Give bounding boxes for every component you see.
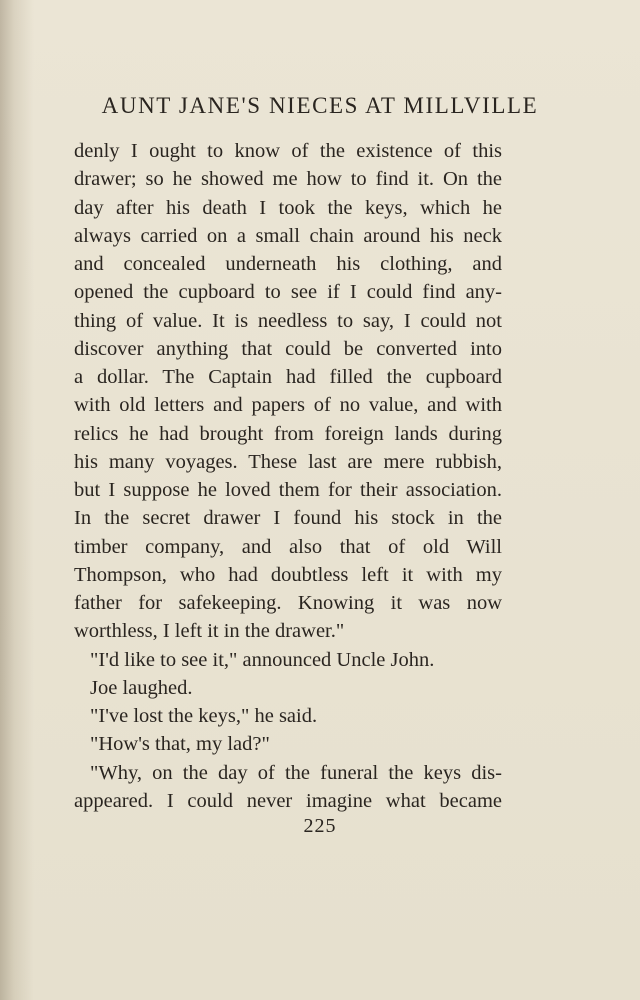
text-line: "Why, on the day of the funeral the keys dis-	[90, 761, 502, 784]
text-line: worthless, I left it in the drawer."	[74, 620, 345, 643]
text-line: thing of value. It is needless to say, I could not	[74, 309, 502, 332]
text-line: Joe laughed.	[90, 676, 193, 699]
text-line: relics he had brought from foreign lands during	[74, 422, 502, 445]
text-line: drawer; so he showed me how to find it. On the	[74, 168, 502, 191]
text-line: a dollar. The Captain had filled the cupboard	[74, 366, 502, 388]
text-line: with old letters and papers of no value, and with	[74, 394, 502, 417]
text-line: In the secret drawer I found his stock in the	[74, 507, 502, 530]
text-line: "How's that, my lad?"	[90, 733, 270, 756]
text-line: appeared. I could never imagine what became	[74, 789, 502, 812]
page-number: 225	[303, 815, 337, 837]
text-line: timber company, and also that of old Will	[74, 535, 502, 558]
text-line: "I'd like to see it," announced Uncle John.	[90, 648, 435, 671]
text-line: but I suppose he loved them for their association.	[74, 479, 502, 501]
text-line: always carried on a small chain around his neck	[74, 224, 502, 247]
running-head: AUNT JANE'S NIECES AT MILLVILLE	[101, 93, 539, 118]
text-line: and concealed underneath his clothing, and	[74, 253, 502, 275]
text-line: "I've lost the keys," he said.	[90, 705, 318, 727]
body-text	[74, 137, 502, 815]
text-line: his many voyages. These last are mere rubbish,	[74, 450, 502, 473]
text-line: father for safekeeping. Knowing it was now	[74, 592, 502, 614]
text-line: denly I ought to know of the existence of this	[74, 140, 502, 162]
text-line: day after his death I took the keys, which he	[74, 196, 502, 219]
text-line: discover anything that could be converted into	[74, 337, 502, 360]
text-line: Thompson, who had doubtless left it with my	[74, 563, 502, 586]
text-line: opened the cupboard to see if I could find any-	[74, 281, 502, 304]
